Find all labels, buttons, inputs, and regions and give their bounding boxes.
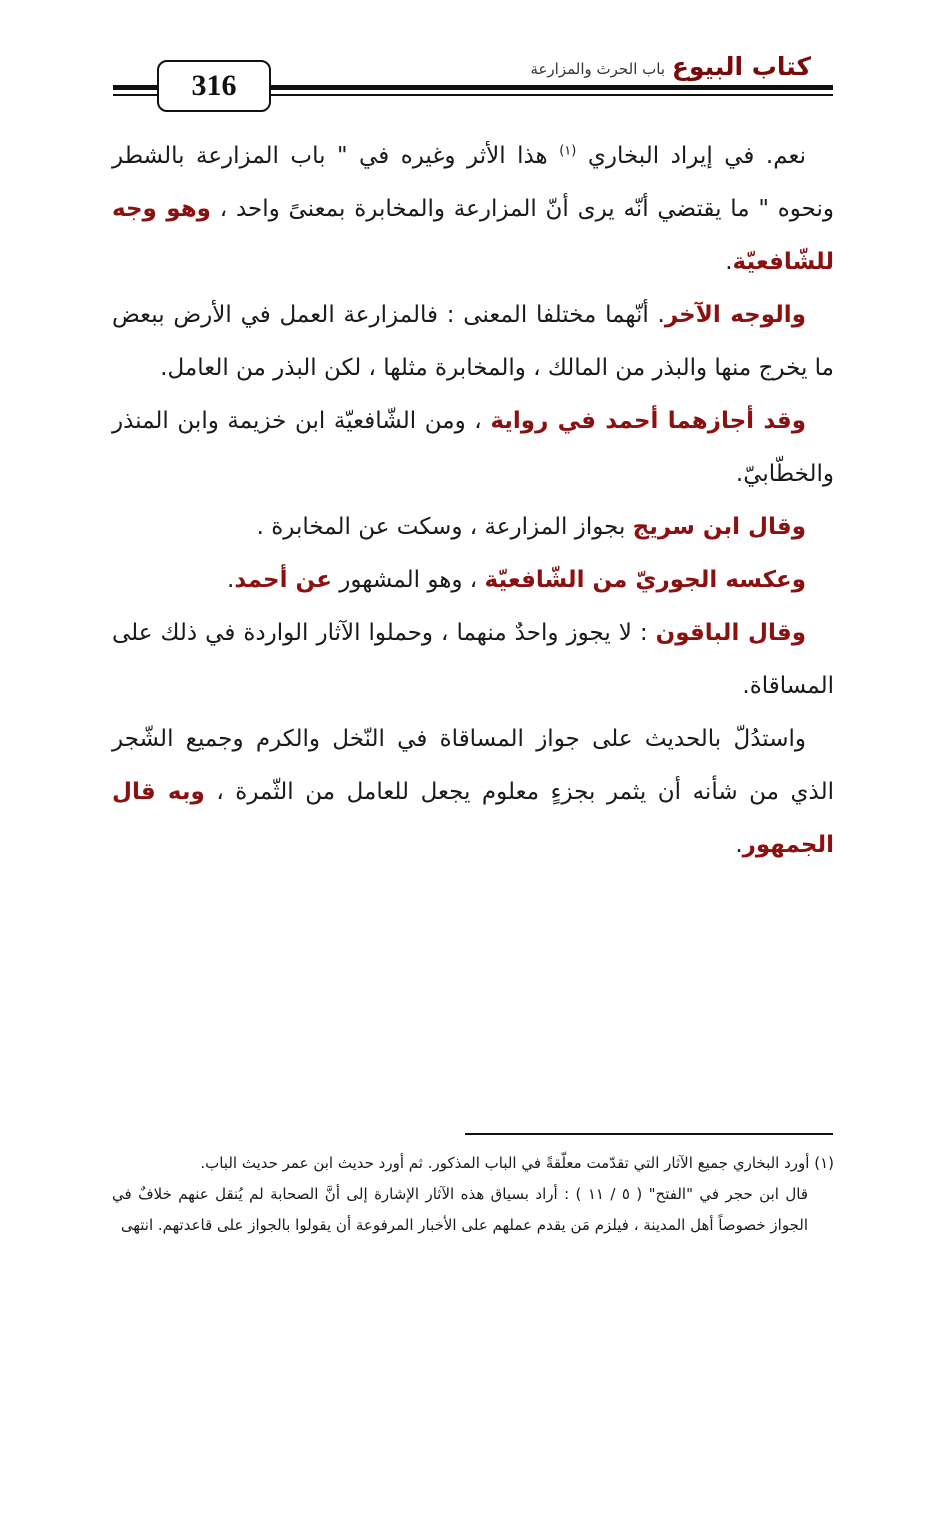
- p4-highlight: وقال ابن سريج: [632, 514, 806, 540]
- p3-highlight: وقد أجازهما أحمد في رواية: [490, 408, 806, 434]
- p1-text-b: هذا الأثر وغيره في " باب المزارعة بالشطر ونحوه " ما يقتضي أنّه يرى أنّ المزارعة والمخابرة بمعنىً واحد ،: [112, 143, 835, 222]
- p1-text-d: .: [725, 249, 733, 275]
- paragraph-7: [112, 713, 834, 872]
- p2-text-b: . أنّهما مختلفا المعنى : فالمزارعة العمل في الأرض ببعض ما يخرج منها والبذر من المالك ، والمخابرة مثلها ، لكن البذر من العامل.: [112, 302, 834, 381]
- footnote-1: (١) أورد البخاري جميع الآثار التي تقدّمت معلّقةً في الباب المذكور. ثم أورد حديث ابن عمر حديث الباب.: [200, 1154, 834, 1172]
- p6-highlight: وقال الباقون: [655, 620, 806, 646]
- footnote-1-continued: قال ابن حجر في "الفتح" ( ٥ / ١١ ) : أراد بسياق هذه الآثار الإشارة إلى أنَّ الصحابة لم يُنقل عنهم خلافٌ في الجواز خصوصاً أهل المدينة ، فيلزم مَن يقدم عملهم على الأخبار المرفوعة أن يقولوا بالجواز على قاعدتهم. انتهى: [112, 1185, 809, 1234]
- paragraph-5: [112, 554, 834, 607]
- p1-highlight: وهو وجه للشّافعيّة: [112, 196, 834, 275]
- p5-highlight-a: وعكسه الجوريّ من الشّافعيّة: [484, 567, 806, 593]
- chapter-title: باب الحرث والمزارعة: [530, 60, 665, 78]
- page-header: [113, 52, 833, 112]
- p5-text-b: ، وهو المشهور: [339, 567, 478, 593]
- p1-text-a: نعم. في إيراد البخاري: [587, 143, 807, 169]
- paragraph-4: [112, 501, 834, 554]
- p3-text-b: ، ومن الشّافعيّة ابن خزيمة وابن المنذر والخطّابيّ.: [112, 408, 834, 487]
- book-title: كتاب البيوع: [671, 52, 811, 81]
- main-text: [112, 130, 834, 872]
- p7-text-a: واستدُلّ بالحديث على جواز المساقاة في النّخل والكرم وجميع الشّجر الذي من شأنه أن يثمر بجزءٍ معلوم يجعل للعامل من الثّمرة ،: [112, 726, 834, 805]
- p5-highlight-c: عن أحمد: [234, 567, 332, 593]
- p7-text-c: .: [735, 832, 743, 858]
- footnotes: [112, 1148, 834, 1241]
- paragraph-2: [112, 289, 834, 395]
- p5-text-d: .: [227, 567, 235, 593]
- paragraph-3: [112, 395, 834, 501]
- paragraph-6: [112, 607, 834, 713]
- footnote-separator: [465, 1133, 833, 1135]
- p7-highlight: وبه قال الجمهور: [112, 779, 834, 858]
- footnote-ref-1[interactable]: (١): [559, 143, 577, 159]
- p2-highlight: والوجه الآخر: [664, 302, 806, 328]
- p4-text-b: بجواز المزارعة ، وسكت عن المخابرة .: [256, 514, 626, 540]
- p6-text-b: : لا يجوز واحدٌ منهما ، وحملوا الآثار الواردة في ذلك على المساقاة.: [112, 620, 834, 699]
- paragraph-1: [112, 130, 834, 289]
- page-number: 316: [157, 60, 271, 112]
